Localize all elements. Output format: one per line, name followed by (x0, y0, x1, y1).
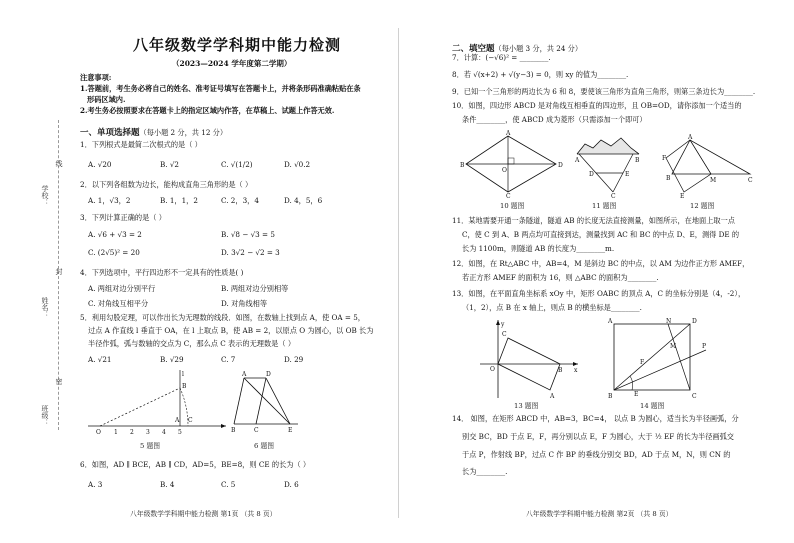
figure-12-square (662, 134, 754, 198)
question-6: 6．如图，AD ∥ BCE，AB ∥ CD，AD=5，BE=8，则 CE 的长为（ ） (80, 460, 311, 469)
section-heading (80, 120, 227, 139)
question-1: 1．下列根式是最简二次根式的是（ ） (80, 140, 202, 149)
question-11-cont: 长为 1100m，则隧道 AB 的长度为________m. (462, 244, 615, 253)
svg-text:A: A (608, 318, 613, 325)
svg-text:M: M (670, 343, 677, 350)
svg-text:3: 3 (146, 429, 150, 436)
question-10-cont: 条件________，使 ABCD 成为菱形（只需添加一个即可） (462, 115, 647, 124)
q4-option-c: C. 对角线互相平分 (88, 299, 149, 308)
q4-option-a: A. 两组对边分别平行 (88, 284, 156, 293)
question-12: 12．如图，在 Rt△ABC 中，AB=4，M 是斜边 BC 的中点，以 AM 为边作正方形 AMEF， (452, 259, 750, 268)
side-seal-mark: 封 (55, 268, 63, 275)
figure-5-number-line (88, 366, 228, 436)
q5-option-d: D. 29 (284, 355, 304, 364)
question-11-cont: C，使 C 到 A、B 两点均可直接到达，测量找到 AC 和 BC 的中点 D、E，测得 DE 的 (462, 230, 740, 239)
svg-text:O: O (490, 366, 495, 373)
q3-option-a: A. √6 + √3 = 2 (88, 230, 142, 239)
svg-text:A: A (550, 393, 555, 400)
notice-item: 形码区域内. (87, 95, 126, 104)
question-5-cont: 过点 A 作直线 l 垂直于 OA，在 l 上取点 B，使 AB = 2，以原点 O 为圆心，以 OB 长为 (88, 326, 374, 335)
svg-text:C: C (188, 417, 193, 424)
figure-11-tunnel (573, 134, 643, 198)
svg-text:C: C (748, 177, 753, 184)
question-2: 2．以下列各组数为边长，能构成直角三角形的是（ ） (80, 180, 253, 189)
section-note: （每小题 3 分，共 24 分） (494, 44, 583, 53)
question-14-cont: 长为________. (462, 467, 508, 476)
q5-option-b: B. √29 (160, 355, 184, 364)
q1-option-a: A. √20 (88, 160, 112, 169)
notice-item: 1.答题前，考生务必将自己的姓名、准考证号填写在答题卡上，并将条形码准确粘贴在条 (80, 84, 361, 93)
svg-text:M: M (710, 177, 717, 184)
svg-text:C: C (692, 393, 697, 398)
svg-text:D: D (266, 371, 271, 378)
side-class-label: 班级： (41, 405, 49, 426)
notice-heading: 注意事项: (80, 73, 112, 82)
question-14-cont: 别交 BC，BD 于点 E，F，再分别以点 E，F 为圆心，大于 ½ EF 的长为半径画弧交 (462, 432, 734, 441)
question-11: 11．某地需要开通一条隧道，隧道 AB 的长度无法直接测量，如图所示，在地面上取一点 (452, 216, 735, 225)
figure-6-geometry (230, 370, 310, 434)
figure-14-caption: 14 题图 (640, 402, 665, 410)
page-divider (398, 28, 399, 518)
question-14: 14． 如图，在矩形 ABCD 中，AB=3，BC=4， 以点 B 为圆心，适当长为半径画弧，分 (452, 414, 739, 423)
svg-text:B: B (182, 383, 187, 390)
figure-13-coordinate-plane (480, 318, 580, 400)
question-5: 5．利用勾股定理，可以作出长为无理数的线段．如图，在数轴上找到点 A，使 OA = 5， (80, 313, 365, 322)
section-title: 一、单项选择题 (80, 128, 140, 138)
figure-11-caption: 11 题图 (592, 202, 617, 210)
svg-text:D: D (589, 171, 594, 178)
svg-text:F: F (640, 359, 645, 366)
figure-10-rhombus (460, 130, 570, 198)
q4-option-d: D. 对角线相等 (221, 299, 268, 308)
question-4: 4．下列选项中，平行四边形不一定具有的性质是( ) (80, 268, 244, 277)
figure-10-caption: 10 题图 (500, 202, 525, 210)
notice-item: 2.考生务必按照要求在答题卡上的指定区域内作答，在草稿上、试题上作答无效. (80, 106, 335, 115)
q6-option-a: A. 3 (88, 480, 103, 489)
svg-text:E: E (680, 193, 685, 198)
side-seal-mark: 线 (55, 160, 63, 167)
side-seal-mark: 密 (55, 378, 63, 385)
svg-text:4: 4 (162, 429, 166, 436)
q3-option-b: B. √8 − √3 = 5 (221, 230, 275, 239)
side-school-label: 学校： (41, 185, 49, 206)
svg-text:C: C (611, 193, 616, 198)
question-3: 3．下列计算正确的是（ ） (80, 213, 166, 222)
svg-text:B: B (635, 157, 640, 164)
q2-option-d: D. 4，5，6 (284, 196, 323, 205)
question-9: 9．已知一个三角形的两边长为 6 和 8，要使该三角形为直角三角形，则第三条边长为________. (452, 87, 756, 96)
page-footer: 八年级数学学科期中能力检测 第1页 （共 8 页） (130, 510, 277, 518)
page-footer: 八年级数学学科期中能力检测 第2页 （共 8 页） (526, 510, 673, 518)
figure-13-caption: 13 题图 (514, 402, 539, 410)
svg-text:5: 5 (178, 429, 182, 436)
q3-option-c: C. (2√5)² = 20 (88, 248, 140, 257)
svg-text:l: l (182, 371, 184, 378)
svg-text:y: y (501, 321, 505, 328)
svg-text:F: F (662, 155, 667, 162)
figure-12-caption: 12 题图 (690, 202, 715, 210)
svg-text:P: P (702, 343, 707, 350)
svg-text:D: D (558, 162, 563, 169)
figure-14-rectangle (606, 318, 710, 398)
svg-text:C: C (506, 193, 511, 198)
svg-text:O: O (502, 167, 507, 174)
question-10: 10．如图，四边形 ABCD 是对角线互相垂直的四边形，且 OB=OD，请你添加一个适当的 (452, 101, 742, 110)
side-name-label: 姓名： (41, 297, 49, 318)
q5-option-c: C. 7 (221, 355, 236, 364)
svg-text:B: B (608, 393, 613, 398)
svg-text:D: D (692, 318, 697, 325)
q6-option-b: B. 4 (160, 480, 175, 489)
question-13-cont: （1，2），点 B 在 x 轴上，则点 B 的横坐标是________. (462, 303, 642, 312)
q4-option-b: B. 两组对边分别相等 (221, 284, 289, 293)
section-note: （每小题 2 分，共 12 分） (139, 128, 228, 137)
q1-option-c: C. √(1/2) (221, 160, 253, 169)
q1-option-d: D. √0.2 (284, 160, 311, 169)
svg-text:E: E (625, 171, 630, 178)
question-8: 8．若 √(x+2) + √(y−3) = 0，则 xy 的值为________. (452, 70, 629, 79)
q2-option-a: A. 1，√3，2 (88, 196, 131, 205)
svg-text:N: N (666, 318, 672, 325)
figure-5-caption: 5 题图 (140, 442, 161, 450)
svg-text:B: B (666, 175, 671, 182)
question-7: 7．计算：(−√6)² = ________. (452, 53, 551, 62)
q6-option-d: D. 6 (284, 480, 299, 489)
svg-text:E: E (288, 427, 293, 434)
q5-option-a: A. √21 (88, 355, 112, 364)
svg-text:C: C (502, 331, 507, 338)
svg-text:x: x (574, 367, 578, 374)
section-title: 二、填空题 (452, 44, 495, 54)
page-title: 八年级数学学科期中能力检测 (133, 36, 342, 54)
q6-option-c: C. 5 (221, 480, 236, 489)
svg-text:A: A (242, 371, 247, 378)
svg-text:A: A (688, 134, 693, 141)
question-14-cont: 于点 P，作射线 BP，过点 C 作 BP 的垂线分别交 BD，AD 于点 M，N，则 CN 的 (462, 450, 731, 459)
question-12-cont: 若正方形 AMEF 的面积为 16，则 △ABC 的面积为________. (462, 273, 659, 282)
svg-text:B: B (558, 367, 563, 374)
svg-text:C: C (254, 427, 259, 434)
svg-text:A: A (175, 417, 180, 424)
svg-text:O: O (96, 429, 101, 436)
svg-text:B: B (231, 427, 236, 434)
q3-option-d: D. 3√2 − √2 = 3 (221, 248, 280, 257)
q1-option-b: B. √2 (160, 160, 180, 169)
q2-option-b: B. 1，1，2 (160, 196, 198, 205)
q2-option-c: C. 2，3，4 (221, 196, 259, 205)
svg-text:A: A (575, 157, 580, 164)
question-13: 13．如图，在平面直角坐标系 xOy 中，矩形 OABC 的顶点 A，C 的坐标分别是（4，-2）， (452, 289, 746, 298)
right-page (400, 0, 794, 543)
svg-text:1: 1 (114, 429, 118, 436)
svg-text:2: 2 (130, 429, 134, 436)
svg-text:B: B (460, 162, 465, 169)
question-5-cont: 半径作弧，弧与数轴的交点为 C，那么点 C 表示的无理数是（ ） (88, 339, 296, 348)
svg-text:E: E (634, 391, 639, 398)
svg-text:A: A (506, 130, 511, 137)
figure-6-caption: 6 题图 (254, 442, 275, 450)
page-subtitle: （2023—2024 学年度第二学期） (172, 59, 292, 68)
